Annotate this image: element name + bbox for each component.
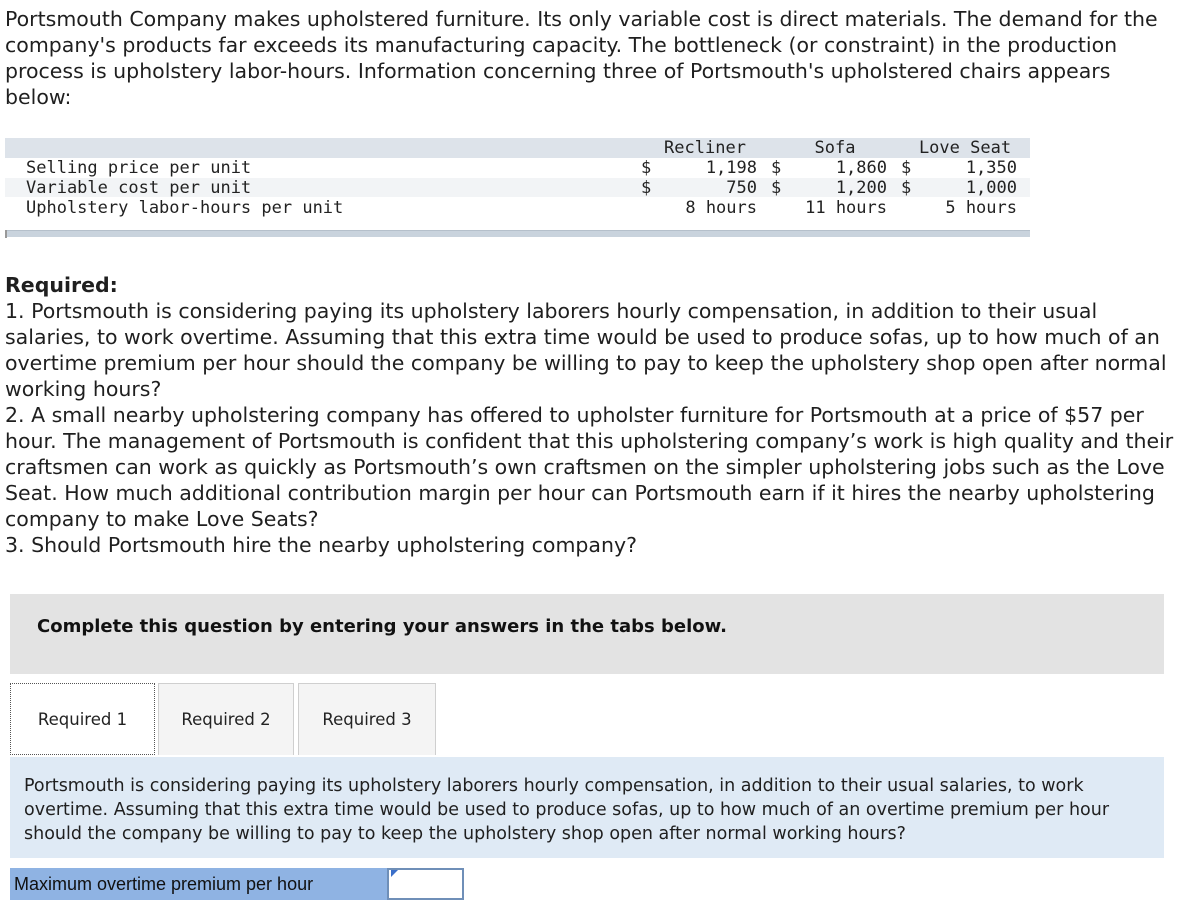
tab-label: Required 2: [181, 710, 271, 729]
tab-required-3[interactable]: [298, 683, 436, 755]
row-label-labor-hours: Upholstery labor-hours per unit: [26, 198, 344, 218]
instruction-banner: [10, 594, 1164, 674]
column-header-love-seat: Love Seat: [918, 138, 1012, 158]
problem-intro: Portsmouth Company makes upholstered furniture. Its only variable cost is direct materials. The demand for the company's products far exceeds its manufacturing capacity. The bottleneck (or constraint) in the production process is upholstery labor-hours. Information concerning three of Portsmouth's upholstered chairs appears below:: [5, 7, 1158, 109]
panel-question-line-3: should the company be willing to pay to keep the upholstery shop open after normal working hours?: [24, 824, 906, 844]
table-cell: 11 hours: [805, 198, 887, 218]
tab-label: Required 3: [322, 710, 412, 729]
required-item-3: 3. Should Portsmouth hire the nearby upholstering company?: [5, 533, 637, 557]
required-item-2: 2. A small nearby upholstering company has offered to upholster furniture for Portsmouth at a price of $57 per hour. The management of Portsmouth is confident that this upholstering company’s work is high quality and their craftsmen can work as quickly as Portsmouth’s own craftsmen on the simpler upholstering jobs such as the Love Seat. How much additional contribution margin per hour can Portsmouth earn if it hires the nearby upholstering company to make Love Seats?: [5, 403, 1174, 531]
table-cell: 1,350: [965, 158, 1017, 178]
column-header-recliner: Recliner: [664, 138, 746, 158]
tab-required-2[interactable]: [158, 683, 294, 755]
table-bottom-rule: [5, 230, 1030, 237]
overtime-premium-input[interactable]: [387, 868, 464, 900]
table-cell: $: [771, 158, 782, 178]
required-item-1: 1. Portsmouth is considering paying its upholstery laborers hourly compensation, in addition to their usual salaries, to work overtime. Assuming that this extra time would be used to produce sofas, up to how much of an overtime premium per hour should the company be willing to pay to keep the upholstery shop open after normal working hours?: [5, 299, 1167, 401]
table-cell: $: [771, 178, 782, 198]
table-cell: 750: [726, 178, 757, 198]
table-cell: $: [641, 158, 652, 178]
table-divider: [5, 230, 7, 238]
input-flag-icon: [391, 870, 398, 877]
table-cell: $: [641, 178, 652, 198]
panel-question: [24, 774, 1182, 846]
table-cell: 1,860: [835, 158, 887, 178]
tab-required-1[interactable]: [10, 683, 155, 755]
table-header-bar: [5, 138, 1030, 158]
column-header-sofa: Sofa: [814, 138, 856, 158]
row-label-selling-price: Selling price per unit: [26, 158, 252, 178]
instruction-text: Complete this question by entering your answers in the tabs below.: [37, 616, 727, 637]
tab-panel: [10, 757, 1164, 858]
row-label-variable-cost: Variable cost per unit: [26, 178, 252, 198]
required-section: [5, 272, 1175, 558]
required-heading: Required:: [5, 273, 118, 297]
table-cell: 8 hours: [685, 198, 757, 218]
data-table: [5, 138, 1030, 238]
panel-question-line-2: overtime. Assuming that this extra time would be used to produce sofas, up to how much of an overtime premium per hour: [24, 800, 1110, 820]
table-cell: 1,200: [835, 178, 887, 198]
panel-question-line-1: Portsmouth is considering paying its upholstery laborers hourly compensation, in addition to their usual salaries, to work: [24, 776, 1084, 796]
table-cell: $: [901, 158, 912, 178]
tab-label: Required 1: [37, 709, 128, 729]
table-cell: $: [901, 178, 912, 198]
table-cell: 1,000: [965, 178, 1017, 198]
answer-label: Maximum overtime premium per hour: [10, 868, 387, 900]
table-cell: 1,198: [705, 158, 757, 178]
table-cell: 5 hours: [945, 198, 1017, 218]
